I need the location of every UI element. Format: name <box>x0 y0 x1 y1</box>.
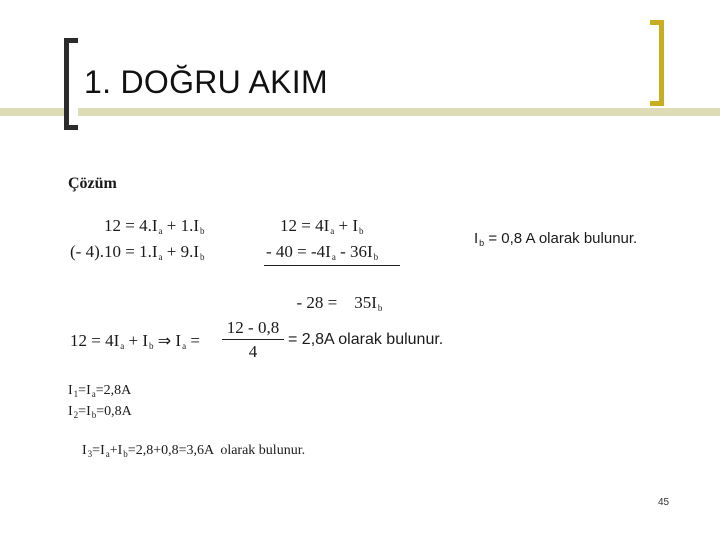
elimination-line-2: - $40 = -4I_a - 36I_b$ <box>266 242 379 262</box>
fraction-numerator: 12 - 0,8 <box>226 318 280 337</box>
equation-2: (- $4).10 = 1.I_a + 9.I_b$ <box>70 242 205 262</box>
ia-result: = 2,8A olarak bulunur. <box>288 331 444 348</box>
right-bracket-decoration <box>650 20 664 106</box>
ia-fraction <box>222 318 284 362</box>
current-line-2: $I_2=I_b=0,8A$ <box>68 404 132 420</box>
fraction-bar <box>222 339 284 340</box>
currents-list <box>68 382 305 481</box>
ib-result: $I_b = 0,8$ A olarak bulunur. <box>474 230 638 248</box>
elimination-line-3: - 28 = $35I_b$ <box>296 293 383 313</box>
ia-calculation-lhs: $12 = 4I_a + I_b$ ⇒ $I_a$ = <box>70 331 200 351</box>
current-line-3: $I_3=I_a+I_b=2,8+0,8=3,6A$ olarak bulunur. <box>82 443 306 459</box>
fraction-denominator: 4 <box>248 342 258 361</box>
current-line-1: $I_1=I_a=2,8A$ <box>68 383 132 399</box>
elimination-divider <box>264 265 400 266</box>
page-number: 45 <box>658 497 670 508</box>
elimination-line-1: $12 = 4I_a + I_b$ <box>280 216 364 236</box>
page-title: 1. DOĞRU AKIM <box>84 64 328 100</box>
equation-1: $12 = 4.I_a + 1.I_b$ <box>104 216 205 236</box>
left-bracket-decoration <box>64 38 78 130</box>
solution-heading: Çözüm <box>68 175 117 192</box>
header-stripe <box>0 108 720 116</box>
implies-arrow: ⇒ <box>157 331 172 350</box>
